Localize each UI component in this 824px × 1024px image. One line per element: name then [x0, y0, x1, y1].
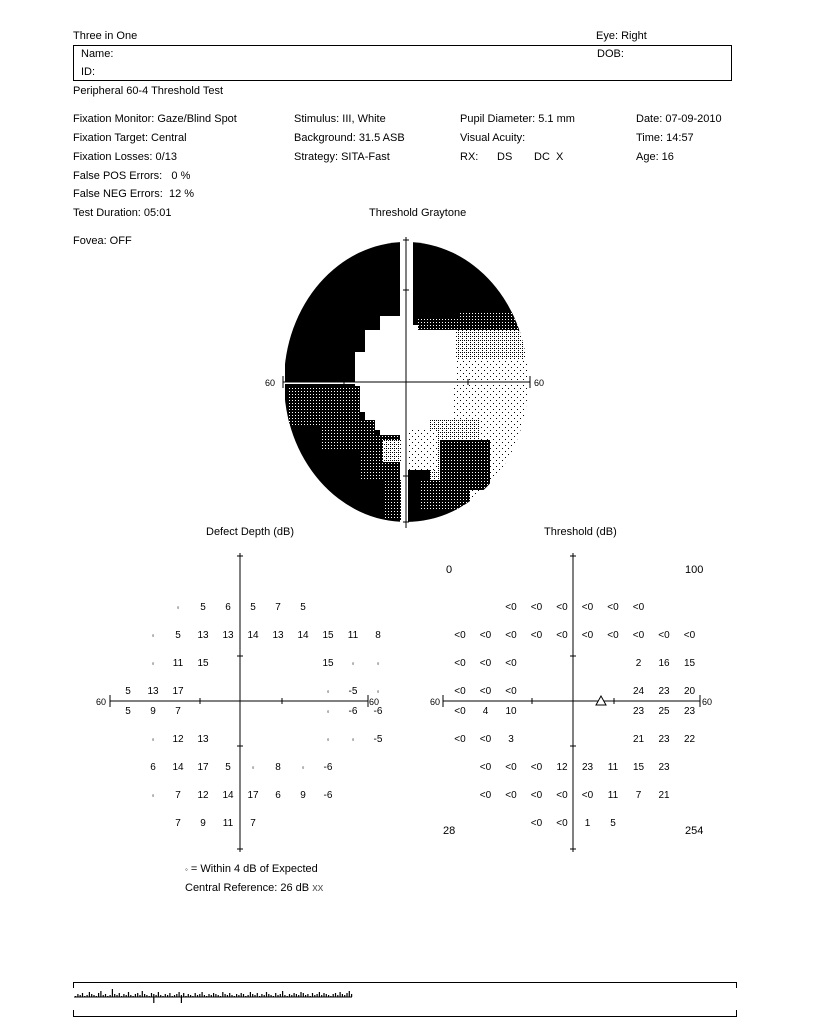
device-name: Three in One	[73, 30, 138, 42]
threshold-cell-r4-c7: 23	[632, 706, 645, 717]
gaze-bar-down	[181, 997, 182, 1003]
gaze-bar	[192, 996, 193, 997]
gaze-bar	[107, 996, 108, 997]
defect-cell-r3-c10: ◦	[376, 687, 380, 696]
gaze-bar	[291, 995, 292, 997]
gaze-bar	[87, 995, 88, 997]
gaze-bar	[333, 994, 334, 997]
defect-cell-r4-c2: 7	[175, 706, 181, 717]
defect-cell-r5-c9: ◦	[351, 735, 355, 744]
false-neg-errors: False NEG Errors: 12 %	[73, 188, 195, 200]
gaze-bar	[77, 994, 78, 997]
footer-bottom-left-tick	[73, 1010, 74, 1016]
threshold-cell-r8-c6: 5	[610, 818, 616, 829]
defect-cell-r7-c2: 7	[175, 790, 181, 801]
gaze-bar	[225, 994, 226, 997]
rx-dc: DC	[534, 151, 550, 163]
gaze-bar	[169, 993, 170, 997]
gaze-bar	[195, 993, 196, 997]
threshold-cell-r5-c0: <0	[454, 734, 466, 745]
gaze-bar	[89, 992, 90, 997]
threshold-cell-r7-c7: 7	[635, 790, 642, 801]
threshold-cell-r2-c1: <0	[479, 658, 492, 669]
gaze-bar	[165, 994, 166, 997]
defect-cell-r7-c6: 6	[275, 790, 281, 801]
gaze-bar	[91, 994, 92, 997]
graytone-sector-ur	[413, 238, 520, 325]
defect-cell-r3-c9: -5	[348, 686, 358, 697]
threshold-corner-tr: 100	[685, 564, 704, 576]
gaze-bar	[93, 995, 94, 997]
fovea-status: Fovea: OFF	[73, 235, 132, 247]
rx-x: X	[556, 151, 564, 163]
rx-ds: DS	[497, 151, 513, 163]
defect-right-label: 60	[369, 697, 380, 707]
gaze-bar	[84, 996, 85, 997]
strategy: Strategy: SITA-Fast	[294, 151, 390, 163]
gaze-bar	[82, 993, 83, 997]
defect-cell-r2-c2: 11	[172, 658, 184, 669]
gaze-bar	[280, 994, 281, 997]
test-time: Time: 14:57	[636, 132, 694, 144]
gaze-bar	[162, 996, 163, 997]
gaze-bar	[197, 995, 198, 997]
gaze-bar	[321, 995, 322, 997]
threshold-cell-r1-c8: <0	[658, 630, 670, 641]
threshold-cell-r6-c1: <0	[479, 762, 492, 773]
gaze-bar	[266, 992, 267, 997]
defect-cell-r2-c9: ◦	[351, 659, 355, 668]
gaze-bar	[158, 992, 159, 997]
threshold-cell-r3-c2: <0	[505, 686, 517, 697]
gaze-bar	[121, 996, 122, 997]
gaze-bar	[294, 993, 295, 997]
gaze-bar	[183, 993, 184, 997]
defect-cell-r7-c8: -6	[323, 790, 333, 801]
gaze-bar	[300, 992, 301, 997]
gaze-bar	[271, 995, 272, 997]
dob-label: DOB:	[597, 48, 624, 60]
gaze-bar	[248, 995, 249, 997]
gaze-bar	[328, 995, 329, 997]
gaze-bar	[298, 995, 299, 997]
gaze-bar	[277, 995, 278, 997]
defect-cell-r7-c3: 12	[197, 790, 209, 801]
defect-cell-r8-c4: 11	[222, 818, 234, 829]
defect-cell-r4-c9: -6	[348, 706, 358, 717]
defect-cell-r6-c8: -6	[323, 762, 333, 773]
fixation-losses: Fixation Losses: 0/13	[73, 151, 177, 163]
gaze-bar	[340, 992, 341, 997]
pupil-diameter: Pupil Diameter: 5.1 mm	[460, 113, 575, 125]
test-name: Peripheral 60-4 Threshold Test	[73, 85, 224, 97]
gaze-bar	[287, 996, 288, 997]
threshold-cell-r7-c8: 21	[658, 790, 670, 801]
eye-label: Eye: Right	[596, 30, 647, 42]
gaze-bar	[330, 996, 331, 997]
gaze-bar	[151, 993, 152, 997]
footer-right-tick	[736, 982, 737, 988]
defect-cell-r5-c3: 13	[197, 734, 209, 745]
gaze-bar	[229, 993, 230, 997]
gaze-bar	[130, 995, 131, 997]
threshold-cell-r0-c7: <0	[632, 602, 645, 613]
defect-cell-r5-c1: ◦	[151, 735, 155, 744]
threshold-cell-r1-c3: <0	[530, 630, 543, 641]
threshold-corner-br: 254	[685, 825, 704, 837]
stimulus: Stimulus: III, White	[294, 113, 386, 125]
gaze-bar	[119, 993, 120, 997]
threshold-cell-r4-c9: 23	[683, 706, 696, 717]
defect-cell-r7-c4: 14	[222, 790, 234, 801]
gaze-bar	[305, 995, 306, 997]
gaze-bar	[264, 995, 265, 997]
defect-left-label: 60	[96, 697, 107, 707]
defect-cell-r8-c3: 9	[200, 818, 206, 829]
gaze-bar	[135, 994, 136, 997]
gaze-bar	[351, 994, 352, 997]
footer-left-tick	[73, 982, 74, 988]
gaze-bar	[146, 995, 147, 997]
defect-cell-r1-c2: 5	[175, 630, 181, 641]
gaze-bar	[202, 992, 203, 997]
threshold-cell-r6-c7: 15	[632, 762, 645, 773]
threshold-cell-r6-c4: 12	[556, 762, 568, 773]
gaze-bar	[126, 995, 127, 997]
graytone-left-label: 60	[265, 378, 276, 388]
gaze-bar	[284, 995, 285, 997]
defect-cell-r2-c8: 15	[322, 658, 334, 669]
defect-cell-r1-c9: 11	[347, 630, 359, 641]
defect-cell-r1-c5: 14	[247, 630, 259, 641]
gaze-bar	[110, 995, 111, 997]
defect-cell-r4-c0: 5	[125, 706, 131, 717]
visual-acuity: Visual Acuity:	[460, 132, 526, 144]
threshold-cell-r5-c2: 3	[508, 734, 514, 745]
threshold-right-label: 60	[702, 697, 713, 707]
legend-within-text: = Within 4 dB of Expected	[190, 863, 318, 875]
gaze-bar	[250, 992, 251, 997]
gaze-bar	[307, 994, 308, 997]
graytone-right-label: 60	[534, 378, 545, 388]
threshold-cell-r3-c8: 23	[658, 686, 670, 697]
defect-cell-r6-c4: 5	[225, 762, 231, 773]
gaze-bar	[172, 996, 173, 997]
threshold-cell-r1-c2: <0	[505, 630, 517, 641]
threshold-cell-r4-c1: 4	[482, 706, 489, 717]
gaze-bar	[133, 996, 134, 997]
threshold-cell-r7-c2: <0	[505, 790, 517, 801]
gaze-bar	[98, 993, 99, 997]
defect-cell-r1-c1: ◦	[151, 631, 155, 640]
gaze-bar	[100, 991, 101, 997]
defect-cell-r1-c3: 13	[197, 630, 209, 641]
threshold-cell-r0-c2: <0	[505, 602, 517, 613]
gaze-bar	[254, 995, 255, 997]
defect-cell-r3-c2: 17	[172, 686, 184, 697]
defect-cell-r6-c7: ◦	[301, 763, 305, 772]
threshold-cell-r2-c8: 16	[658, 658, 670, 669]
threshold-cell-r2-c0: <0	[454, 658, 466, 669]
defect-cell-r4-c8: ◦	[326, 707, 330, 716]
gaze-bar	[259, 996, 260, 997]
defect-cell-r2-c3: 15	[197, 658, 209, 669]
gaze-bar	[303, 993, 304, 997]
threshold-cell-r3-c1: <0	[479, 686, 492, 697]
gaze-bar	[268, 994, 269, 997]
threshold-cell-r3-c9: 20	[683, 686, 696, 697]
gaze-bar	[257, 993, 258, 997]
threshold-cell-r1-c1: <0	[479, 630, 492, 641]
defect-cell-r0-c5: 5	[250, 602, 256, 613]
threshold-cell-r2-c2: <0	[505, 658, 517, 669]
gaze-bar	[344, 995, 345, 997]
gaze-bar	[238, 995, 239, 997]
threshold-cell-r7-c1: <0	[479, 790, 492, 801]
gaze-bar	[312, 993, 313, 997]
threshold-cell-r0-c5: <0	[581, 602, 594, 613]
threshold-cell-r5-c8: 23	[658, 734, 670, 745]
gaze-bar	[342, 994, 343, 997]
graytone-sector-ll	[285, 384, 400, 524]
threshold-cell-r1-c7: <0	[632, 630, 645, 641]
threshold-cell-r6-c3: <0	[530, 762, 543, 773]
defect-cell-r7-c5: 17	[247, 790, 259, 801]
gaze-bar-down	[153, 997, 154, 1003]
graytone-title: Threshold Graytone	[369, 207, 467, 219]
gaze-bar	[156, 995, 157, 997]
legend-within	[185, 863, 318, 876]
threshold-cell-r4-c2: 10	[505, 706, 517, 717]
gaze-bar	[185, 996, 186, 997]
threshold-cell-r3-c0: <0	[454, 686, 466, 697]
legend-symbol: ◦	[185, 865, 188, 874]
gaze-bar	[167, 995, 168, 997]
defect-cell-r2-c10: ◦	[376, 659, 380, 668]
defect-cell-r3-c1: 13	[147, 686, 159, 697]
defect-cell-r0-c3: 5	[200, 602, 206, 613]
gaze-bar	[105, 994, 106, 997]
gaze-bar	[211, 995, 212, 997]
central-reference-text: Central Reference: 26 dB	[185, 882, 310, 894]
defect-cell-r0-c4: 6	[225, 602, 231, 613]
gaze-bar	[142, 991, 143, 997]
gaze-bar	[218, 995, 219, 997]
defect-cell-r6-c1: 6	[150, 762, 156, 773]
threshold-left-label: 60	[430, 697, 441, 707]
patient-age: Age: 16	[636, 151, 674, 163]
threshold-title: Threshold (dB)	[544, 526, 617, 538]
gaze-bar	[179, 992, 180, 997]
gaze-bar	[204, 995, 205, 997]
gaze-bar	[227, 995, 228, 997]
defect-cell-r2-c1: ◦	[151, 659, 155, 668]
threshold-cell-r6-c6: 11	[607, 762, 619, 773]
gaze-bar	[208, 994, 209, 997]
gaze-bar	[160, 995, 161, 997]
gaze-bar	[326, 994, 327, 997]
defect-cell-r6-c6: 8	[275, 762, 281, 773]
defect-cell-r5-c10: -5	[373, 734, 383, 745]
gaze-bar	[337, 995, 338, 997]
central-reference	[185, 882, 323, 895]
gaze-bar	[252, 994, 253, 997]
threshold-cell-r5-c7: 21	[632, 734, 645, 745]
gaze-bar	[241, 993, 242, 997]
background: Background: 31.5 ASB	[294, 132, 405, 144]
fixation-monitor: Fixation Monitor: Gaze/Blind Spot	[73, 113, 237, 125]
gaze-bar	[144, 994, 145, 997]
gaze-bar	[123, 994, 124, 997]
gaze-bar	[243, 994, 244, 997]
gaze-bar	[75, 996, 76, 997]
gaze-bar	[128, 992, 129, 997]
threshold-cell-r1-c0: <0	[454, 630, 466, 641]
threshold-cell-r8-c4: <0	[556, 818, 568, 829]
gaze-bar	[275, 993, 276, 997]
gaze-bar	[231, 995, 232, 997]
threshold-cell-r7-c6: 11	[607, 790, 619, 801]
gaze-bar	[188, 994, 189, 997]
defect-cell-r5-c2: 12	[172, 734, 184, 745]
gaze-bar	[149, 996, 150, 997]
defect-cell-r0-c7: 5	[300, 602, 306, 613]
defect-cell-r5-c8: ◦	[326, 735, 330, 744]
threshold-cell-r4-c0: <0	[454, 706, 466, 717]
threshold-cell-r3-c7: 24	[632, 686, 645, 697]
gaze-bar	[174, 995, 175, 997]
threshold-cell-r7-c3: <0	[530, 790, 543, 801]
gaze-bar	[153, 994, 154, 997]
patient-info-box	[73, 45, 732, 81]
gaze-bar	[96, 996, 97, 997]
graytone-sector-ul	[285, 238, 400, 382]
test-duration: Test Duration: 05:01	[73, 207, 172, 219]
defect-cell-r6-c2: 14	[172, 762, 184, 773]
gaze-bar	[139, 995, 140, 997]
defect-cell-r0-c2: ◦	[176, 603, 180, 612]
gaze-bar	[206, 996, 207, 997]
gaze-bar	[137, 993, 138, 997]
gaze-bar	[261, 994, 262, 997]
threshold-cell-r8-c3: <0	[530, 818, 543, 829]
gaze-bar	[282, 991, 283, 997]
defect-cell-r6-c5: ◦	[251, 763, 255, 772]
defect-cell-r4-c1: 9	[150, 706, 156, 717]
gaze-bar	[190, 995, 191, 997]
threshold-cell-r1-c9: <0	[683, 630, 696, 641]
gaze-bar	[114, 994, 115, 997]
threshold-cell-r0-c3: <0	[530, 602, 543, 613]
name-label: Name:	[81, 48, 114, 60]
gaze-bar	[176, 994, 177, 997]
defect-cell-r6-c3: 17	[197, 762, 209, 773]
gaze-bar	[181, 995, 182, 997]
threshold-corner-bl: 28	[443, 825, 456, 837]
threshold-cell-r1-c6: <0	[607, 630, 619, 641]
threshold-cell-r6-c5: 23	[581, 762, 594, 773]
blind-spot-marker	[596, 696, 606, 705]
defect-cell-r1-c7: 14	[297, 630, 309, 641]
threshold-cell-r0-c4: <0	[556, 602, 568, 613]
gaze-bar	[215, 994, 216, 997]
gaze-bar	[289, 994, 290, 997]
gaze-bar	[349, 991, 350, 997]
defect-cell-r3-c8: ◦	[326, 687, 330, 696]
footer-bottom-right-tick	[736, 1010, 737, 1016]
gaze-bar	[116, 995, 117, 997]
gaze-bar	[220, 996, 221, 997]
fixation-target: Fixation Target: Central	[73, 132, 187, 144]
gaze-bar	[236, 994, 237, 997]
gaze-bar	[335, 993, 336, 997]
threshold-cell-r8-c5: 1	[584, 818, 591, 829]
gaze-bar	[80, 995, 81, 997]
rx-label: RX:	[460, 151, 479, 163]
threshold-cell-r1-c4: <0	[556, 630, 568, 641]
defect-cell-r1-c10: 8	[375, 630, 381, 641]
threshold-cell-r0-c6: <0	[607, 602, 619, 613]
defect-title: Defect Depth (dB)	[206, 526, 295, 538]
threshold-cell-r1-c5: <0	[581, 630, 594, 641]
gaze-bar	[317, 994, 318, 997]
gaze-bar	[323, 993, 324, 997]
threshold-cell-r2-c9: 15	[683, 658, 696, 669]
false-pos-errors: False POS Errors: 0 %	[73, 170, 191, 182]
threshold-corner-tl: 0	[446, 564, 453, 576]
threshold-cell-r5-c1: <0	[479, 734, 492, 745]
defect-cell-r7-c7: 9	[300, 790, 306, 801]
test-date: Date: 07-09-2010	[636, 113, 722, 125]
gaze-bar	[273, 996, 274, 997]
gaze-bar	[314, 995, 315, 997]
threshold-cell-r6-c8: 23	[658, 762, 670, 773]
defect-cell-r8-c2: 7	[175, 818, 181, 829]
threshold-cell-r4-c8: 25	[658, 706, 670, 717]
defect-cell-r1-c4: 13	[222, 630, 234, 641]
defect-cell-r1-c6: 13	[272, 630, 284, 641]
gaze-bar	[296, 994, 297, 997]
gaze-bar	[245, 996, 246, 997]
footer-top-rule	[73, 982, 737, 983]
gaze-bar	[234, 996, 235, 997]
threshold-cell-r7-c4: <0	[556, 790, 568, 801]
gaze-bar	[319, 992, 320, 997]
defect-cell-r8-c5: 7	[250, 818, 256, 829]
gaze-bar	[310, 996, 311, 997]
threshold-cell-r7-c5: <0	[581, 790, 594, 801]
gaze-bar	[213, 993, 214, 997]
central-reference-suffix: xx	[312, 882, 324, 894]
threshold-cell-r2-c7: 2	[635, 658, 642, 669]
gaze-bar	[112, 989, 113, 997]
defect-cell-r3-c0: 5	[125, 686, 131, 697]
threshold-cell-r6-c2: <0	[505, 762, 517, 773]
gaze-bar	[199, 994, 200, 997]
defect-cell-r0-c6: 7	[275, 602, 281, 613]
id-label: ID:	[81, 66, 96, 78]
gaze-bar	[346, 993, 347, 997]
defect-cell-r1-c8: 15	[322, 630, 334, 641]
gaze-bar	[222, 992, 223, 997]
gaze-bar	[103, 995, 104, 997]
threshold-cell-r5-c9: 22	[683, 734, 696, 745]
defect-cell-r4-c10: -6	[373, 706, 383, 717]
defect-cell-r7-c1: ◦	[151, 791, 155, 800]
footer-bottom-rule	[73, 1016, 737, 1017]
